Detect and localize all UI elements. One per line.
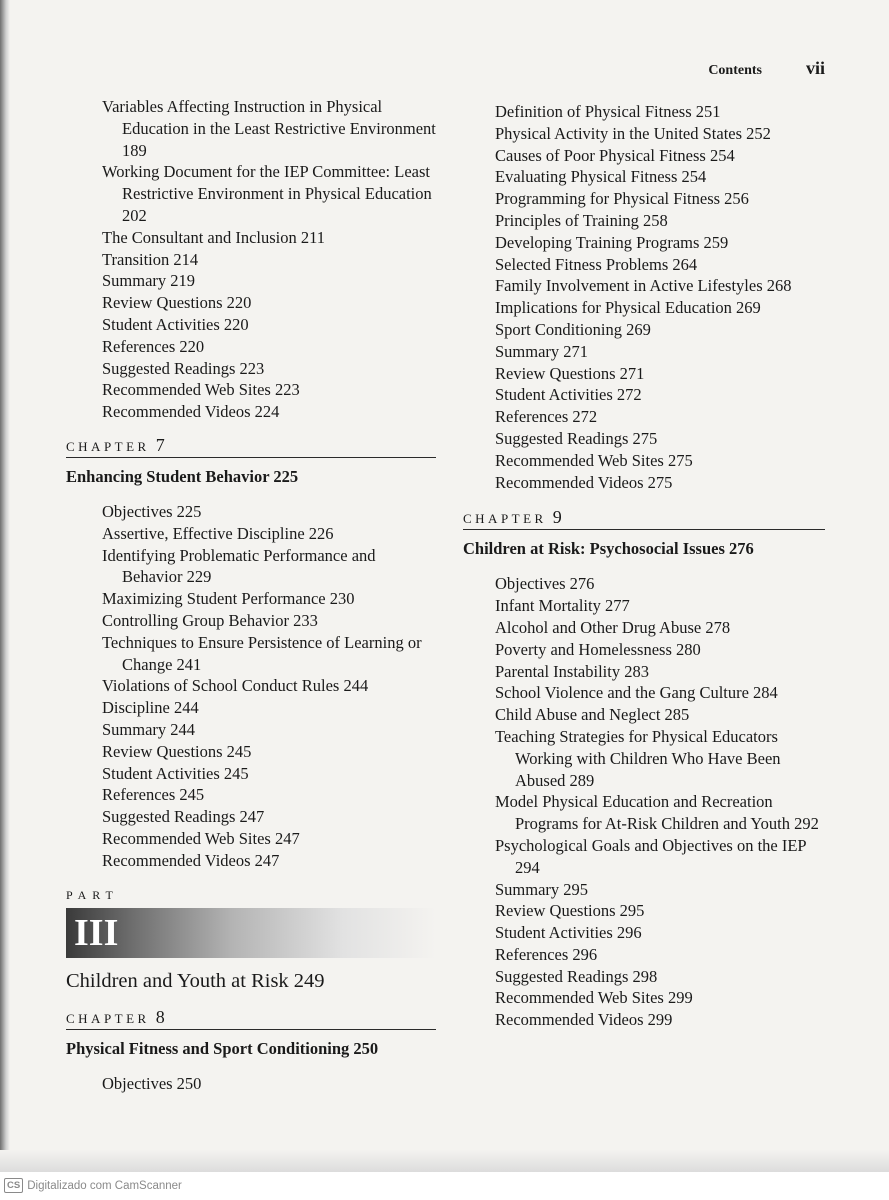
toc-entry: Review Questions 271 — [495, 363, 645, 383]
toc-entry: Student Activities 272 — [495, 385, 642, 405]
chapter-number: 8 — [155, 1006, 165, 1027]
toc-entry: Programming for Physical Fitness 256 — [495, 189, 749, 209]
toc-entry: Causes of Poor Physical Fitness 254 — [495, 145, 735, 165]
toc-entry: Objectives 276 — [495, 574, 595, 594]
chapter-number: 9 — [552, 507, 562, 528]
toc-entry: School Violence and the Gang Culture 284 — [495, 683, 778, 703]
toc-list-top-left — [66, 96, 436, 423]
left-column — [66, 96, 436, 1094]
toc-entry: Recommended Web Sites 275 — [495, 450, 693, 470]
toc-entry: The Consultant and Inclusion 211 — [102, 227, 326, 247]
toc-list-top-right — [463, 101, 825, 493]
toc-entry: Identifying Problematic Performance and Behavior 229 — [102, 545, 376, 587]
toc-entry: Infant Mortality 277 — [495, 596, 630, 616]
toc-entry: Review Questions 220 — [102, 293, 252, 313]
toc-entry: Definition of Physical Fitness 251 — [495, 102, 721, 121]
toc-entry: Recommended Web Sites 247 — [102, 828, 300, 848]
toc-entry: References 220 — [102, 336, 205, 356]
page-bottom-shadow — [0, 1150, 889, 1172]
toc-entry: Transition 214 — [102, 249, 199, 269]
camscanner-logo: CS — [4, 1178, 23, 1193]
chapter-9 — [463, 507, 825, 1031]
toc-entry: Summary 244 — [102, 719, 196, 739]
toc-entry: Working Document for the IEP Committee: Least Restrictive Environment in Physical Education 202 — [102, 162, 432, 225]
toc-entry: Recommended Web Sites 223 — [102, 380, 300, 400]
toc-entry: Summary 295 — [495, 879, 589, 899]
chapter-label: CHAPTER — [66, 1010, 150, 1026]
toc-entry: References 272 — [495, 407, 598, 427]
toc-entry: Physical Activity in the United States 252 — [495, 123, 771, 143]
toc-entry: Recommended Videos 247 — [102, 850, 280, 870]
chapter-9-label-row — [463, 507, 825, 530]
page-edge-shadow — [0, 0, 10, 1172]
toc-entry: Developing Training Programs 259 — [495, 232, 729, 252]
header-page-number: vii — [805, 58, 825, 78]
toc-entry: Suggested Readings 275 — [495, 428, 658, 448]
toc-entry: Variables Affecting Instruction in Physical Education in the Least Restrictive Environment 189 — [102, 97, 436, 160]
toc-list-chapter-8 — [66, 1073, 436, 1095]
toc-entry: References 245 — [102, 785, 205, 805]
toc-entry: Objectives 250 — [102, 1073, 202, 1093]
toc-entry: Teaching Strategies for Physical Educators Working with Children Who Have Been Abused 289 — [495, 726, 781, 790]
toc-entry: Recommended Videos 299 — [495, 1010, 673, 1030]
toc-entry: Parental Instability 283 — [495, 661, 649, 681]
toc-entry: Summary 271 — [495, 341, 589, 361]
toc-entry: Review Questions 295 — [495, 901, 645, 921]
running-header — [708, 58, 825, 79]
chapter-8 — [66, 1007, 436, 1095]
toc-entry: Student Activities 220 — [102, 314, 249, 334]
part-label: PART — [66, 887, 119, 902]
toc-entry: Recommended Videos 224 — [102, 402, 280, 422]
toc-entry: Sport Conditioning 269 — [495, 319, 651, 339]
toc-entry: Suggested Readings 298 — [495, 966, 658, 986]
chapter-title: Enhancing Student Behavior 225 — [66, 466, 299, 486]
toc-entry: Recommended Web Sites 299 — [495, 988, 693, 1008]
toc-entry: Suggested Readings 247 — [102, 807, 265, 827]
toc-entry: Student Activities 245 — [102, 763, 249, 783]
toc-entry: Objectives 225 — [102, 501, 202, 521]
toc-entry: References 296 — [495, 944, 598, 964]
right-column — [463, 101, 825, 1031]
toc-entry: Maximizing Student Performance 230 — [102, 589, 355, 609]
watermark-text: Digitalizado com CamScanner — [27, 1179, 182, 1192]
toc-entry: Alcohol and Other Drug Abuse 278 — [495, 617, 731, 637]
chapter-number: 7 — [155, 434, 165, 455]
toc-entry: Psychological Goals and Objectives on the IEP 294 — [495, 835, 806, 877]
toc-entry: Family Involvement in Active Lifestyles 268 — [495, 276, 792, 296]
toc-entry: Recommended Videos 275 — [495, 472, 673, 492]
toc-entry: Principles of Training 258 — [495, 210, 668, 230]
part-banner — [66, 908, 436, 958]
toc-entry: Selected Fitness Problems 264 — [495, 254, 698, 274]
chapter-title: Physical Fitness and Sport Conditioning 250 — [66, 1038, 379, 1058]
chapter-title: Children at Risk: Psychosocial Issues 276 — [463, 539, 754, 559]
toc-entry: Model Physical Education and Recreation Programs for At-Risk Children and Youth 292 — [495, 792, 819, 834]
toc-list-chapter-9 — [463, 573, 825, 1031]
toc-entry: Discipline 244 — [102, 698, 199, 718]
header-label: Contents — [708, 63, 762, 78]
toc-entry: Suggested Readings 223 — [102, 358, 265, 378]
toc-entry: Controlling Group Behavior 233 — [102, 610, 318, 630]
chapter-label: CHAPTER — [463, 511, 547, 527]
chapter-label: CHAPTER — [66, 438, 150, 454]
toc-entry: Poverty and Homelessness 280 — [495, 639, 701, 659]
toc-entry: Child Abuse and Neglect 285 — [495, 705, 690, 725]
part-number: III — [74, 911, 119, 954]
toc-entry: Student Activities 296 — [495, 923, 642, 943]
toc-entry: Implications for Physical Education 269 — [495, 298, 761, 318]
toc-entry: Violations of School Conduct Rules 244 — [102, 676, 369, 696]
toc-list-chapter-7 — [66, 501, 436, 872]
part-title: Children and Youth at Risk 249 — [66, 969, 325, 992]
part-3 — [66, 888, 436, 993]
chapter-7-label-row — [66, 435, 436, 458]
toc-entry: Evaluating Physical Fitness 254 — [495, 167, 707, 187]
toc-entry: Assertive, Effective Discipline 226 — [102, 523, 334, 543]
toc-entry: Techniques to Ensure Persistence of Learning or Change 241 — [102, 632, 422, 674]
toc-entry: Review Questions 245 — [102, 741, 252, 761]
toc-entry: Summary 219 — [102, 271, 196, 291]
chapter-8-label-row — [66, 1007, 436, 1030]
scanner-watermark — [4, 1178, 182, 1193]
chapter-7 — [66, 435, 436, 872]
